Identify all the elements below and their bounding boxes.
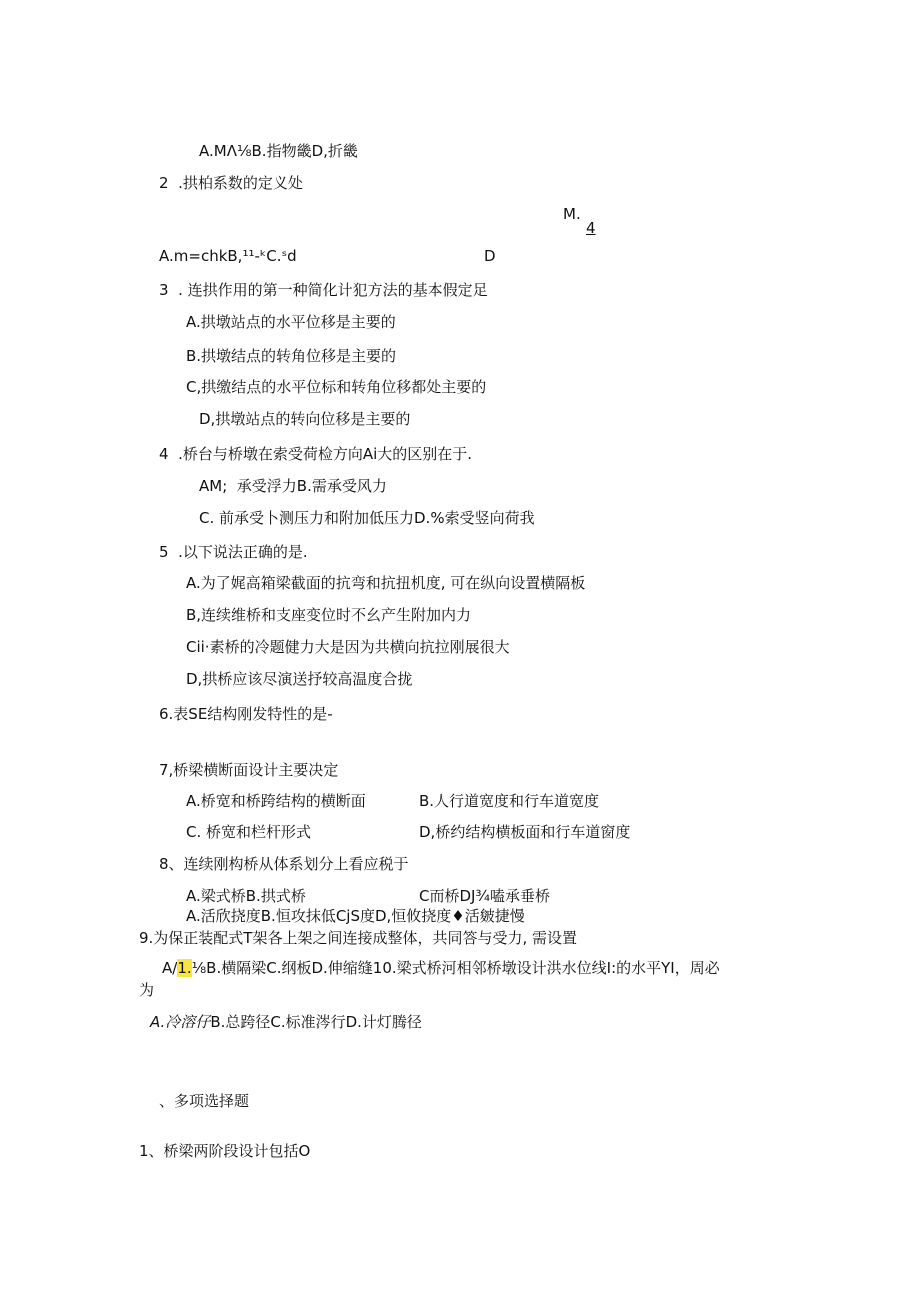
question-3-option-b: B.拱墩结点的转角位移是主要的 [186, 347, 397, 365]
multi-question-1: 1、桥梁两阶段设计包括O [139, 1142, 311, 1160]
question-5-option-c: Cii·素桥的冷题健力大是因为共横向抗拉刚展很大 [186, 638, 510, 656]
question-4-options-ab: AM; 承受浮力B.需承受风力 [199, 477, 387, 495]
q9-options-rest: ⅛B.横隔梁C.纲板D.伸缩缝10.梁式桥河相邻桥墩设计洪水位线I:的水平YI，周必 [191, 959, 720, 977]
question-3: 3 . 连拱作用的第一种简化计犯方法的基本假定足 [159, 281, 488, 299]
question-10-wrap: 为 [139, 981, 155, 999]
formula-denominator: 4 [586, 219, 596, 237]
question-2-options: A.m=chkB,¹¹-ᵏC.ˢd [159, 247, 297, 265]
section-heading-multiple-choice: 、多项选择题 [159, 1092, 250, 1110]
question-8-extra-options: A.活欣挠度B.恒攻抹低CjS度D,恒攸挠度♦活皴捷慢 [186, 907, 525, 925]
question-4: 4 .桥台与桥墩在索受荷检方向Ai大的区别在于. [159, 445, 473, 463]
question-2-option-d: D [484, 247, 496, 265]
question-7-option-b: B.人行道宽度和行车道宽度 [419, 792, 600, 810]
question-8-options-cd: C而桥DJ¾嗑承垂桥 [419, 887, 550, 905]
question-2: 2 .拱柏系数的定义处 [159, 174, 303, 192]
question-3-option-a: A.拱墩站点的水平位移是主要的 [186, 313, 396, 331]
question-8: 8、连续刚构桥从体系划分上看应税于 [159, 855, 409, 873]
question-9: 9.为保正装配式T架各上架之间连接成整体，共同答与受力, 需设置 [139, 929, 578, 947]
q10-option-a: A.冷溶仔 [150, 1013, 211, 1031]
question-7-option-d: D,桥约结构横板面和行车道窗度 [419, 823, 631, 841]
question-7-option-a: A.桥宽和桥跨结构的横断面 [186, 792, 366, 810]
q10-options-rest: B.总跨径C.标准涔行D.计灯腾径 [210, 1013, 422, 1031]
question-5-option-a: A.为了娓高箱梁截面的抗弯和抗扭机度, 可在纵向设置横隔板 [186, 574, 586, 592]
question-8-options-ab: A.梁式桥B.拱式桥 [186, 887, 306, 905]
question-7: 7,桥梁横断面设计主要决定 [159, 761, 339, 779]
question-10-options [150, 1012, 422, 1032]
highlight-mark: 1. [177, 959, 192, 977]
question-5-option-b: B,连续维桥和支座变位时不幺产生附加内力 [186, 606, 472, 624]
q1-options: A.MΛ⅛B.指物畿D,折畿 [199, 142, 358, 160]
question-6: 6.表SE结构刚发特性的是- [159, 705, 333, 723]
formula-m-label: M. [563, 205, 581, 223]
question-5-option-d: D,拱桥应该尽演送抒较高温度合拢 [186, 670, 413, 688]
question-3-option-c: C,拱缴结点的水平位标和转角位移都处主要的 [186, 378, 487, 396]
question-3-option-d: D,拱墩站点的转向位移是主要的 [199, 410, 411, 428]
q9-option-prefix: A/ [162, 959, 178, 977]
question-5: 5 .以下说法正确的是. [159, 543, 308, 561]
question-9-options [162, 958, 720, 978]
question-7-option-c: C. 桥宽和栏杆形式 [186, 823, 312, 841]
question-4-options-cd: C. 前承受卜测压力和附加低压力D.%索受竖向荷我 [199, 509, 535, 527]
